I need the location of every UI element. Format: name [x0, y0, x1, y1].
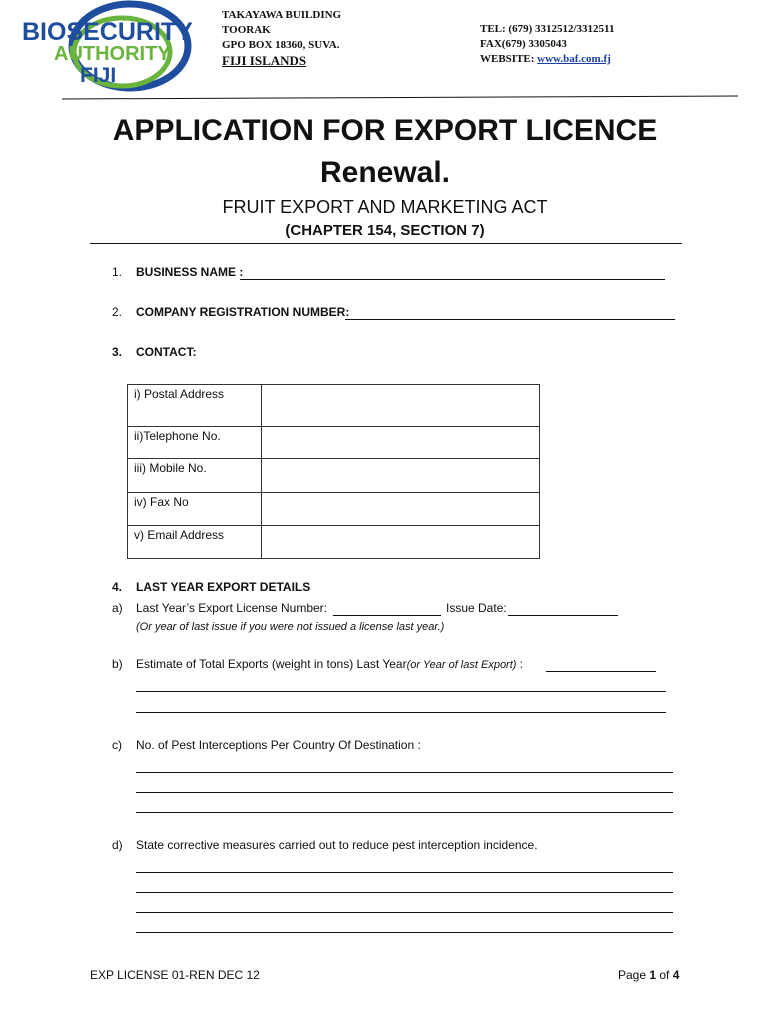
footer-code: EXP LICENSE 01-REN DEC 12	[90, 968, 260, 982]
page-number: 1	[649, 968, 657, 982]
pest-interceptions-line[interactable]	[136, 792, 673, 793]
corrective-measures-line[interactable]	[136, 932, 673, 933]
address-block	[222, 8, 341, 68]
item-a-marker: a)	[112, 601, 123, 615]
issue-date-field[interactable]	[508, 615, 618, 616]
fax-text: FAX(679) 3305043	[480, 38, 567, 50]
item-c-marker: c)	[112, 738, 122, 752]
company-reg-field[interactable]	[345, 319, 675, 320]
telephone-field[interactable]	[262, 427, 540, 459]
contact-row	[128, 493, 540, 526]
business-name-field[interactable]	[240, 279, 665, 280]
postal-address-field[interactable]	[262, 385, 540, 427]
item-d-marker: d)	[112, 838, 123, 852]
contact-row-label: i) Postal Address	[128, 385, 262, 427]
business-number: 1.	[112, 265, 123, 279]
logo-line2: AUTHORITY	[54, 43, 171, 65]
page-word: Page	[618, 968, 650, 982]
export-number: 4.	[112, 580, 123, 594]
contact-table	[127, 384, 540, 559]
contact-number: 3.	[112, 345, 123, 359]
contact-row	[128, 526, 540, 559]
act-name: FRUIT EXPORT AND MARKETING ACT	[222, 197, 548, 217]
act-chapter: (CHAPTER 154, SECTION 7)	[285, 222, 485, 239]
contact-label: CONTACT:	[136, 345, 197, 359]
business-name-label: BUSINESS NAME :	[136, 265, 244, 279]
exports-estimate-label	[136, 657, 523, 673]
license-number-label: Last Year’s Export License Number:	[136, 601, 327, 615]
address-line2: TOORAK	[222, 24, 271, 36]
license-number-field[interactable]	[333, 615, 441, 616]
exports-estimate-text: Estimate of Total Exports (weight in tons) Last Year	[136, 657, 407, 671]
corrective-measures-line[interactable]	[136, 892, 673, 893]
company-number: 2.	[112, 305, 123, 319]
contact-row	[128, 459, 540, 493]
contact-row-label: iii) Mobile No.	[128, 459, 262, 493]
email-field[interactable]	[262, 526, 540, 559]
export-heading: LAST YEAR EXPORT DETAILS	[136, 580, 311, 594]
exports-estimate-line[interactable]	[136, 691, 666, 692]
title-divider	[90, 243, 682, 244]
tel-text: TEL: (679) 3312512/3312511	[480, 23, 615, 35]
page-indicator	[618, 968, 679, 982]
license-note: (Or year of last issue if you were not issued a license last year.)	[136, 621, 445, 633]
contact-row	[128, 385, 540, 427]
address-country: FIJI ISLANDS	[222, 53, 307, 68]
header-divider	[62, 96, 738, 100]
fax-field[interactable]	[262, 493, 540, 526]
issue-date-label: Issue Date:	[446, 601, 507, 615]
website-label: WEBSITE:	[480, 53, 538, 65]
address-line3: GPO BOX 18360, SUVA.	[222, 39, 340, 51]
contact-block	[480, 22, 614, 67]
pest-interceptions-line[interactable]	[136, 812, 673, 813]
contact-row-label: v) Email Address	[128, 526, 262, 559]
form-title: APPLICATION FOR EXPORT LICENCE	[112, 114, 658, 147]
biosecurity-logo	[18, 0, 193, 95]
form-subtitle: Renewal.	[319, 156, 451, 189]
corrective-measures-line[interactable]	[136, 912, 673, 913]
contact-row-label: ii)Telephone No.	[128, 427, 262, 459]
contact-row-label: iv) Fax No	[128, 493, 262, 526]
exports-estimate-note: (or Year of last Export)	[406, 659, 517, 671]
address-line1: TAKAYAWA BUILDING	[222, 9, 342, 21]
exports-estimate-line[interactable]	[136, 712, 666, 713]
contact-row	[128, 427, 540, 459]
corrective-measures-label: State corrective measures carried out to reduce pest interception incidence.	[136, 838, 538, 852]
website-row	[480, 52, 614, 67]
logo-line3: FIJI	[80, 64, 117, 87]
corrective-measures-line[interactable]	[136, 872, 673, 873]
pest-interceptions-label: No. of Pest Interceptions Per Country Of Destination :	[136, 738, 421, 752]
company-reg-label: COMPANY REGISTRATION NUMBER:	[136, 305, 350, 319]
website-link[interactable]: www.baf.com.fj	[537, 53, 611, 65]
pest-interceptions-line[interactable]	[136, 772, 673, 773]
item-b-marker: b)	[112, 657, 123, 671]
exports-estimate-colon: :	[516, 657, 524, 671]
page-total: 4	[672, 968, 680, 982]
of-word: of	[656, 968, 673, 982]
exports-estimate-field[interactable]	[546, 671, 656, 672]
mobile-field[interactable]	[262, 459, 540, 493]
logo-line1: BIOSECURITY	[22, 18, 193, 46]
